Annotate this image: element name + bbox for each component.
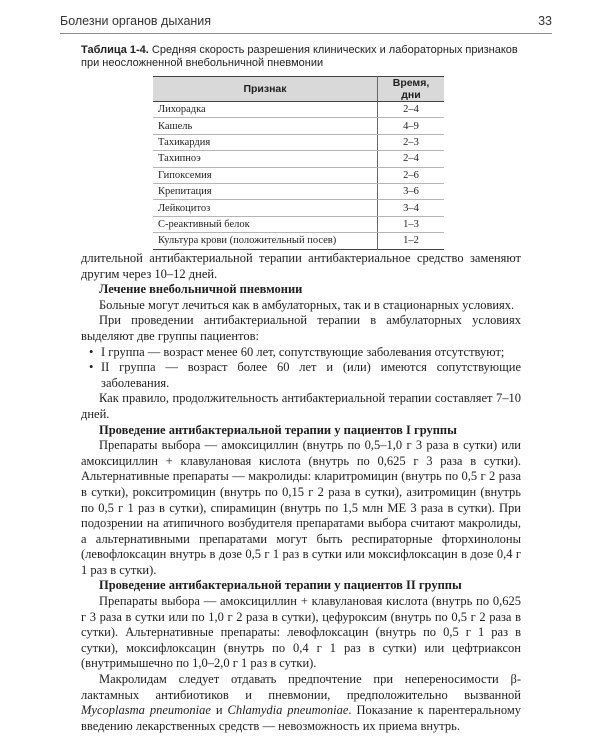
table-header-row — [153, 77, 444, 102]
table-caption-text: Средняя скорость разрешения клинических и лабораторных признаков при неосложненной внебольничной пневмонии — [81, 44, 518, 69]
table-cell-sign: Лихорадка — [153, 102, 378, 118]
paragraph-patient-groups: При проведении антибактериальной терапии в амбулаторных условиях выделяют две группы пациентов: — [81, 313, 521, 343]
table-cell-sign: Гипоксемия — [153, 167, 378, 183]
heading-group-2-therapy: Проведение антибактериальной терапии у пациентов II группы — [99, 578, 462, 593]
pathogen-chlamydia: Chlamydia pneumoniae — [227, 703, 349, 718]
macrolides-text-1: Макролидам следует отдавать предпочтение при непереносимости β-лактамных антибиотиков и пневмонии, предположительно вызванной — [81, 672, 521, 702]
table-cell-sign: Крепитация — [153, 183, 378, 199]
table-row — [153, 134, 444, 150]
table-row — [153, 183, 444, 199]
table-cell-days: 3–4 — [378, 200, 445, 216]
resolution-table — [153, 76, 444, 250]
resolution-table-wrap — [153, 76, 444, 250]
table-cell-sign: Культура крови (положительный посев) — [158, 235, 337, 247]
page-number: 33 — [538, 14, 552, 28]
list-item-group-1: • I группа — возраст менее 60 лет, сопутствующие заболевания отсутствуют; — [81, 345, 521, 361]
table-row — [153, 118, 444, 134]
chapter-title: Болезни органов дыхания — [60, 14, 212, 28]
macrolides-text-2: и — [210, 703, 228, 718]
table-cell-sign: С-реактивный белок — [153, 216, 378, 232]
table-cell-days: 2–3 — [378, 134, 445, 150]
table-cell-days: 1–2 — [378, 233, 445, 249]
patient-groups-list — [81, 345, 521, 392]
table-cell-sign: Тахипноэ — [153, 151, 378, 167]
pathogen-mycoplasma: Mycoplasma pneumoniae — [81, 703, 211, 718]
body-text — [81, 251, 521, 734]
heading-treatment: Лечение внебольничной пневмонии — [99, 282, 303, 297]
paragraph-continuation: длительной антибактериальной терапии антибактериальное средство заменяют другим через 10–12 дней. — [81, 251, 521, 281]
paragraph-group-1-therapy: Препараты выбора — амоксициллин (внутрь по 0,5–1,0 г 3 раза в сутки) или амоксициллин + клавулановая кислота (внутрь по 0,625 г 3 раза в сутки). Альтернативные препараты — макролиды: кларитромицин (внутрь по 0,5 г 2 раза в сутки), рокситромицин (внутрь по 0,15 г 2 раза в сутки), азитромицин (внутрь по 0,5 г 1 раз в сутки), спирамицин (внутрь по 1,5 млн МЕ 3 раза в сутки). При подозрении на атипичного возбудителя препаратами выбора считают макролиды, а альтернативными препаратами могут быть респираторные фторхинолоны (левофлоксацин внутрь в дозе 0,5 г 1 раз в сутки или моксифлоксацин в дозе 0,4 г 1 раз в сутки). — [81, 438, 521, 577]
table-cell-days: 3–6 — [378, 183, 445, 199]
running-header — [60, 14, 552, 34]
table-row — [153, 102, 444, 118]
paragraph-macrolides — [81, 672, 521, 734]
table-cell-days: 4–9 — [378, 118, 445, 134]
table-row — [153, 216, 444, 232]
table-cell-sign: Кашель — [153, 118, 378, 134]
column-header-days: Время, дни — [378, 77, 445, 102]
column-header-sign: Признак — [153, 77, 378, 102]
table-row — [153, 200, 444, 216]
table-cell-days: 2–6 — [378, 167, 445, 183]
table-row — [153, 151, 444, 167]
paragraph-duration: Как правило, продолжительность антибактериальной терапии составляет 7–10 дней. — [81, 391, 521, 421]
table-cell-days: 2–4 — [378, 102, 445, 118]
table-caption-label: Таблица 1-4. — [81, 44, 149, 56]
macrolides-text-3: . Показание к парентеральному введению лекарственных средств — невозможность их приема внутрь. — [81, 703, 521, 733]
table-cell-days: 2–4 — [378, 151, 445, 167]
table-row — [153, 167, 444, 183]
paragraph-treatment-settings: Больные могут лечиться как в амбулаторных, так и в стационарных условиях. — [99, 297, 515, 312]
list-item-group-2: • II группа — возраст более 60 лет и (или) имеются сопутствующие заболевания. — [81, 360, 521, 391]
table-row — [153, 233, 444, 249]
heading-group-1-therapy: Проведение антибактериальной терапии у пациентов I группы — [99, 422, 457, 437]
table-cell-sign: Лейкоцитоз — [153, 200, 378, 216]
table-cell-sign: Тахикардия — [153, 134, 378, 150]
paragraph-group-2-therapy: Препараты выбора — амоксициллин + клавулановая кислота (внутрь по 0,625 г 3 раза в сутки или по 1,0 г 2 раза в сутки), цефуроксим (внутрь по 0,5 г 2 раза в сутки). Альтернативные препараты: левофлоксацин (внутрь по 0,5 г 1 раз в сутки), моксифлоксацин (внутрь по 0,4 г 1 раз в сутки) или цефтриаксон (внутримышечно по 1,0–2,0 г 1 раз в сутки). — [81, 594, 521, 671]
table-caption — [81, 44, 521, 70]
table-cell-days: 1–3 — [378, 216, 445, 232]
